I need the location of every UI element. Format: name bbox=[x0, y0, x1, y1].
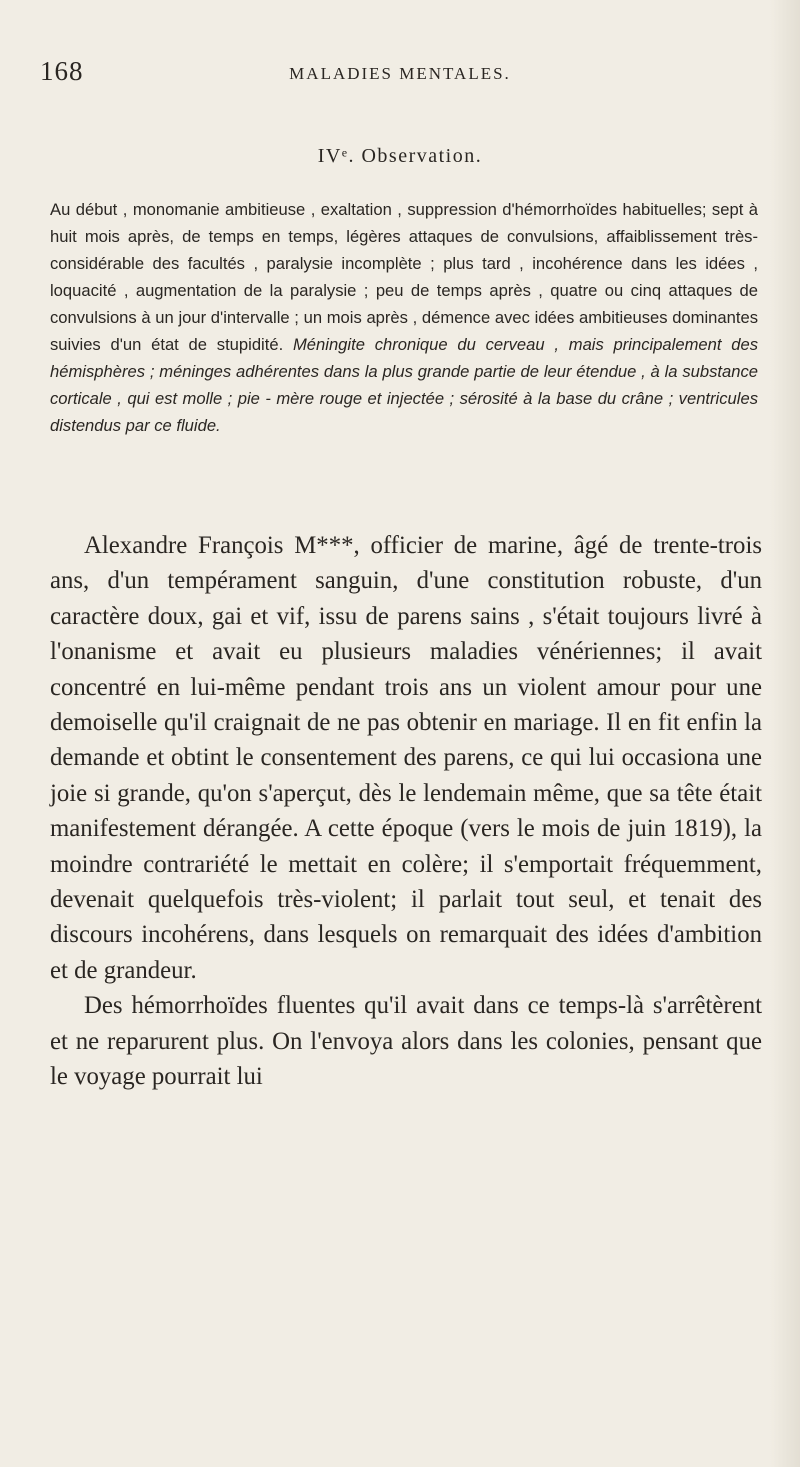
running-head: MALADIES MENTALES. bbox=[289, 64, 511, 83]
autopsy-summary: Méningite chronique du cerveau , mais principalement des hémisphères ; méninges adhérentes dans la plus grande partie de leur étendue , à la substance corticale , qui est molle ; pie - mère rouge et injectée ; sérosité à la base du crâne ; ventricules distendus par ce fluide. bbox=[50, 335, 758, 435]
page-edge-shadow bbox=[770, 0, 800, 1467]
case-summary bbox=[50, 196, 758, 439]
case-narrative bbox=[50, 528, 762, 1095]
page-number: 168 bbox=[40, 56, 84, 86]
observation-title: IVᵉ. Observation. bbox=[317, 145, 483, 167]
narrative-paragraph-1: Alexandre François M***, officier de marine, âgé de trente-trois ans, d'un tempérament sanguin, d'une constitution robuste, d'un caractère doux, gai et vif, issu de parens sains , s'était toujours livré à l'onanisme et avait eu plusieurs maladies vénériennes; il avait concentré en lui-même pendant trois ans un violent amour pour une demoiselle qu'il craignait de ne pas obtenir en mariage. Il en fit enfin la demande et obtint le consentement des parens, ce qui lui occasiona une joie si grande, qu'on s'aperçut, dès le lendemain même, que sa tête était manifestement dérangée. A cette époque (vers le mois de juin 1819), la moindre contrariété le mettait en colère; il s'emportait fréquemment, devenait quelquefois très-violent; il parlait tout seul, et tenait des discours incohérens, dans lesquels on remarquait des idées d'ambition et de grandeur. bbox=[50, 532, 762, 984]
clinical-summary: Au début , monomanie ambitieuse , exaltation , suppression d'hémorrhoïdes habituelles; sept à huit mois après, de temps en temps, légères attaques de convulsions, affaiblissement très-considérable des facultés , paralysie incomplète ; plus tard , incohérence dans les idées , loquacité , augmentation de la paralysie ; peu de temps après , quatre ou cinq attaques de convulsions à un jour d'intervalle ; un mois après , démence avec idées ambitieuses dominantes suivies d'un état de stupidité. bbox=[50, 200, 758, 354]
narrative-paragraph-2: Des hémorrhoïdes fluentes qu'il avait dans ce temps-là s'arrêtèrent et ne reparurent plus. On l'envoya alors dans les colonies, pensant que le voyage pourrait lui bbox=[50, 992, 762, 1091]
